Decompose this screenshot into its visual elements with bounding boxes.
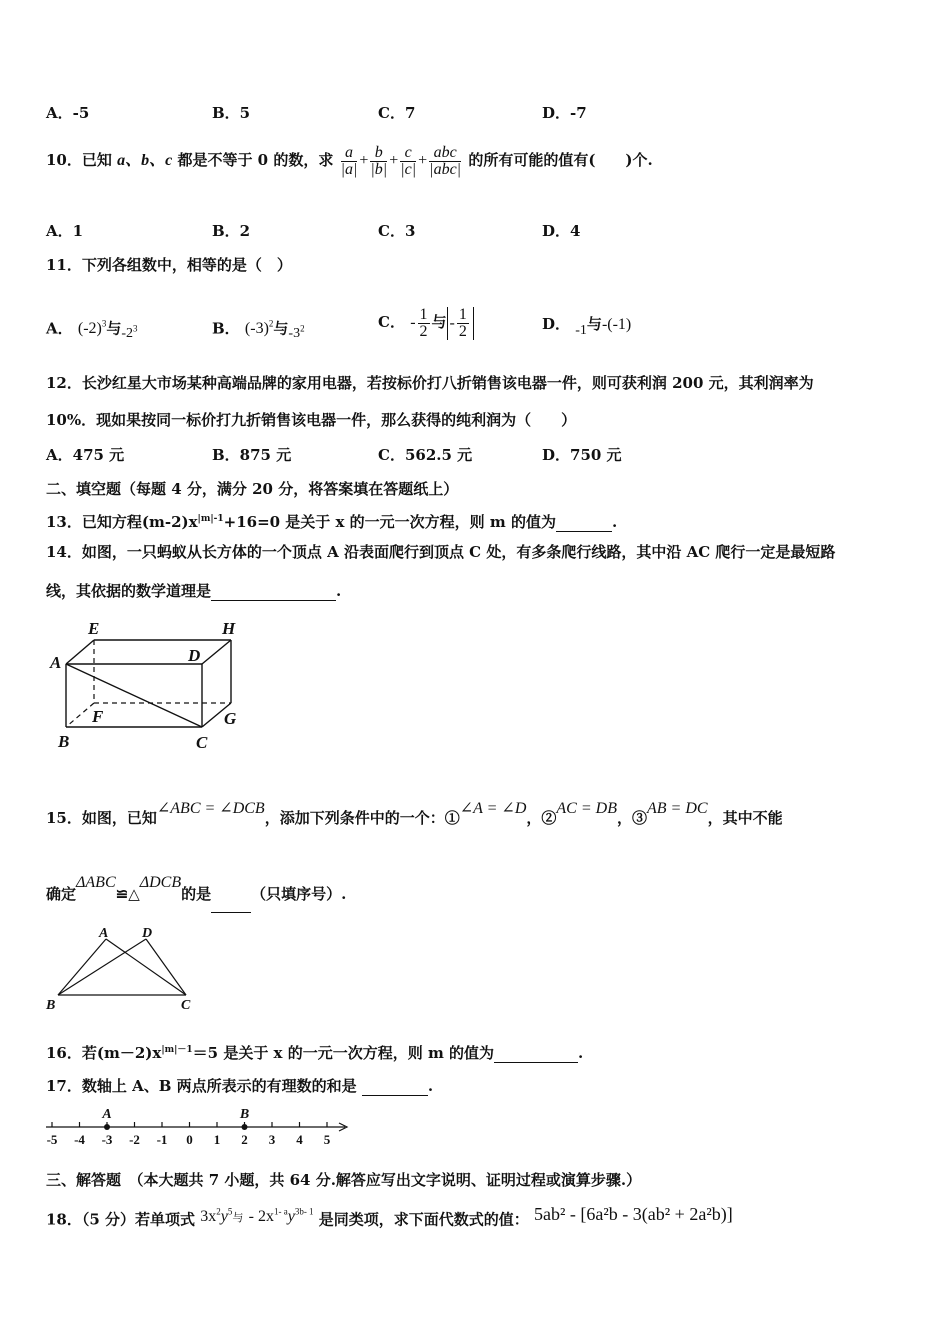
q11-option-c: C． - $\frac{1}{2}$ 与 - $\frac{1}{2}$: [378, 292, 474, 353]
cuboid-label-a: A: [50, 653, 62, 672]
numline-tick-label: -3: [101, 1132, 113, 1147]
q12-line2: 10%．现如果按同一标价打九折销售该电器一件，那么获得的纯利润为（ ）: [46, 411, 577, 429]
q14-line1: 14．如图，一只蚂蚁从长方体的一个顶点 A 沿表面爬行到顶点 C 处，有多条爬行线路，其中沿 AC 爬行一定是最短路: [46, 543, 836, 561]
section-2-heading: 二、填空题（每题 4 分，满分 20 分，将答案填在答题纸上）: [46, 480, 459, 498]
cuboid-label-d: D: [188, 646, 201, 665]
section-3-heading: 三、解答题 （本大题共 7 小题，共 64 分.解答应写出文字说明、证明过程或演算步骤.）: [46, 1171, 642, 1189]
q10-frac-c: $\frac{c}{|c|}$: [400, 143, 417, 178]
cuboid-label-h: H: [222, 619, 236, 638]
cuboid-label-g: G: [224, 709, 237, 728]
q10-stem: 10．已知 a、b、c 都是不等于 0 的数，求 $\frac{a}{|a|}$ + $\frac{b}{|b|}$ + $\frac{c}{|c|}$ + $\frac{\text{abc}}{\text{|abc|}}$ 的所有可能的值有( )个.: [46, 143, 653, 178]
q18-monomial-2: - $2x^{1- a}y^{3b- 1}$: [248, 1207, 314, 1226]
q10-vars: a、b、c: [117, 152, 173, 169]
q14-line2: 线，其依据的数学道理是 .: [46, 582, 342, 600]
numline-tick-label: -1: [156, 1132, 168, 1147]
numline-tick-label: 0: [186, 1132, 193, 1147]
q11-option-b: B． $(-3)^2$与$-3^2$: [212, 319, 305, 342]
numline-tick-label: 1: [213, 1132, 221, 1147]
tri-label-a: A: [99, 926, 109, 941]
numline-tick-label: 4: [296, 1132, 303, 1147]
tri-label-b: B: [46, 998, 56, 1013]
q10-frac-a: $\frac{a}{|a|}$: [340, 143, 358, 178]
cuboid-label-e: E: [88, 619, 100, 638]
q10-option-c: C．3: [378, 222, 416, 240]
cuboid-label-c: C: [196, 733, 208, 752]
numline-tick-label: 5: [323, 1132, 331, 1147]
q15-line2: 确定ΔABC≌△ΔDCB的是 （只填序号）.: [46, 876, 346, 913]
q14-answer-blank[interactable]: [211, 584, 336, 601]
q12-option-d: D．750 元: [542, 446, 622, 464]
q16-answer-blank[interactable]: [494, 1046, 578, 1063]
numline-tick-label: 3: [268, 1132, 276, 1147]
q17-answer-blank[interactable]: [362, 1079, 428, 1096]
cuboid-label-b: B: [58, 732, 70, 751]
q9-option-b: B．5: [212, 104, 251, 122]
numline-point: [104, 1124, 110, 1130]
q10-suffix: 的所有可能的值有( )个.: [468, 151, 653, 169]
q10-frac-abc: $\frac{\text{abc}}{\text{|abc|}}$: [429, 143, 462, 178]
q10-option-d: D．4: [542, 222, 581, 240]
q15-condition-3: AB = DC: [646, 800, 708, 817]
q15-triangles-figure: [40, 922, 205, 1014]
q9-option-c: C．7: [378, 104, 416, 122]
tri-label-c: C: [181, 998, 191, 1013]
numline-point-label: A: [102, 1107, 112, 1122]
q10-option-a: A．1: [46, 222, 84, 240]
q18-monomial-1: $3x^2y^5$: [200, 1207, 233, 1226]
q17-stem: 17．数轴上 A、B 两点所表示的有理数的和是 .: [46, 1077, 434, 1095]
q10-mid: 都是不等于 0 的数，求: [177, 151, 334, 169]
numline-tick-label: -5: [46, 1132, 58, 1147]
q13-answer-blank[interactable]: [556, 515, 612, 532]
numline-point: [242, 1124, 248, 1130]
q9-option-a: A．-5: [46, 104, 90, 122]
q10-option-b: B．2: [212, 222, 251, 240]
q12-option-a: A．475 元: [46, 446, 125, 464]
q15-answer-blank[interactable]: [211, 896, 251, 913]
q16-stem: 16．若$(m-2)x^{|m|-1}=5$ 是关于 x 的一元一次方程，则 m 的值为 .: [46, 1044, 584, 1062]
numline-tick-label: 2: [241, 1132, 248, 1147]
q13-stem: 13．已知方程$(m-2)x^{|m|-1}+16=0$ 是关于 x 的一元一次方程，则 m 的值为 .: [46, 513, 618, 531]
q18-expression: 5ab² - [6a²b - 3(ab² + 2a²b)]: [534, 1204, 733, 1225]
tri-label-d: D: [142, 926, 153, 941]
q15-condition-2: AC = DB: [556, 800, 617, 817]
cuboid-label-f: F: [92, 707, 104, 726]
q12-option-b: B．875 元: [212, 446, 292, 464]
q12-option-c: C．562.5 元: [378, 446, 473, 464]
q11-stem: 11．下列各组数中，相等的是（ ）: [46, 256, 292, 274]
q18-stem: 18．（5 分）若单项式 $3x^2y^{5与} - 2x^{1- a}y^{3b- 1}$ 是同类项，求下面代数式的值： 5ab² - [6a²b - 3(ab² + 2a²b)]: [46, 1204, 733, 1229]
q14-cuboid-figure: [46, 612, 256, 757]
numline-point-label: B: [239, 1107, 250, 1122]
q9-option-d: D．-7: [542, 104, 587, 122]
q12-line1: 12．长沙红星大市场某种高端品牌的家用电器，若按标价打八折销售该电器一件，则可获利润 200 元，其利润率为: [46, 374, 814, 392]
numline-tick-label: -2: [129, 1132, 140, 1147]
q15-line1: 15．如图，已知∠ABC = ∠DCB，添加下列条件中的一个：①∠A = ∠D，②AC = DB，③AB = DC，其中不能: [46, 800, 783, 827]
q11-option-d: D． -1与-(-1): [542, 315, 632, 338]
q15-condition-1: ∠A = ∠D: [459, 800, 527, 817]
q10-frac-b: $\frac{b}{|b|}$: [370, 143, 388, 178]
numline-tick-label: -4: [74, 1132, 85, 1147]
q10-prefix: 10．已知: [46, 151, 112, 169]
q11-option-a: A． $(-2)^3$与$-2^3$: [46, 319, 138, 342]
q17-number-line: [40, 1102, 360, 1150]
q15-given: ∠ABC = ∠DCB: [156, 800, 265, 817]
